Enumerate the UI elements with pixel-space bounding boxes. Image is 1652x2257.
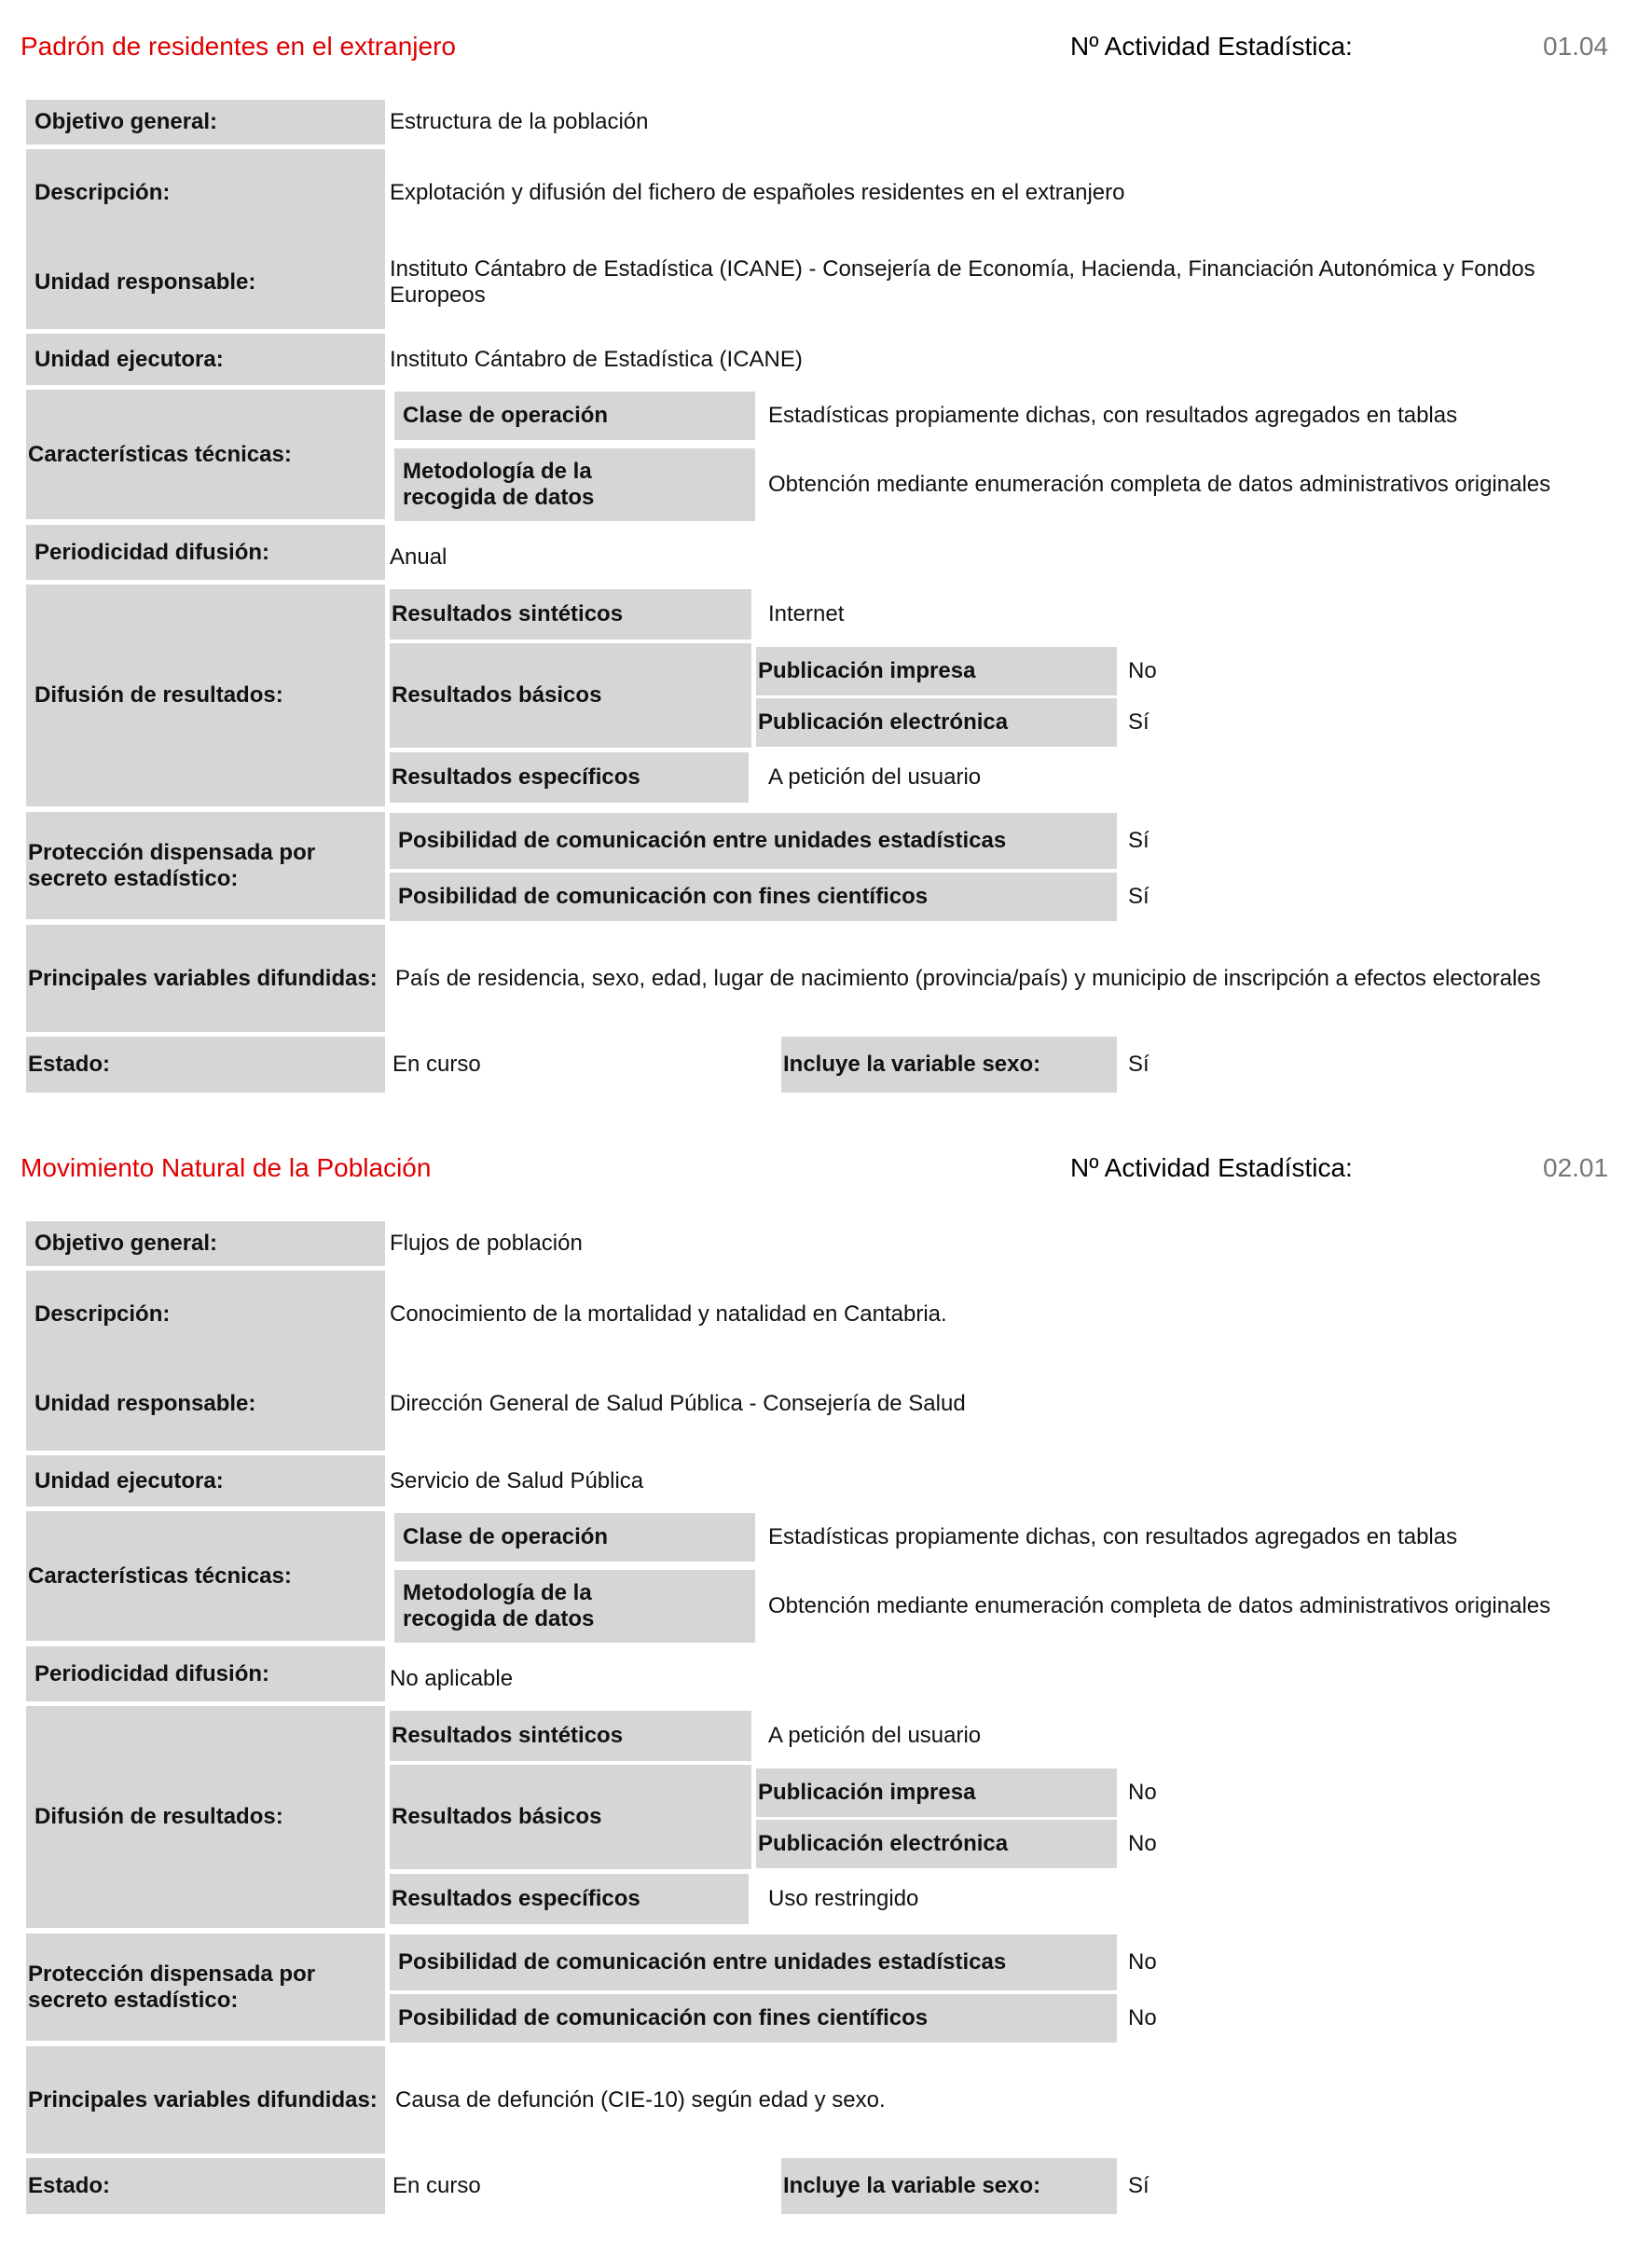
pub-electronica-value	[1128, 1820, 1315, 1868]
res-basicos-label	[390, 1765, 751, 1869]
unidad-ejecutora-value	[390, 334, 1602, 385]
variables-label-text: Principales variables difundidas:	[28, 2086, 378, 2112]
unidad-ejecutora-value-text: Instituto Cántabro de Estadística (ICANE)	[390, 346, 803, 372]
pub-electronica-label-text: Publicación electrónica	[758, 709, 1009, 735]
res-basicos-label	[390, 643, 751, 748]
descripcion-label	[26, 1271, 385, 1357]
variables-value-text: Causa de defunción (CIE-10) según edad y sexo.	[395, 2086, 886, 2112]
com-cientificos-label-text: Posibilidad de comunicación con fines científicos	[398, 2005, 929, 2030]
unidad-responsable-label-text: Unidad responsable:	[34, 1391, 256, 1416]
activity-number-value	[1543, 28, 1652, 65]
pub-impresa-label-text: Publicación impresa	[758, 1780, 976, 1805]
variables-value	[395, 925, 1635, 1032]
pub-impresa-value	[1128, 647, 1315, 695]
activity-number-value-text: 02.01	[1543, 1153, 1609, 1182]
periodicidad-label-text: Periodicidad difusión:	[34, 539, 270, 565]
pub-impresa-value-text: No	[1128, 658, 1157, 683]
com-unidades-value	[1128, 1934, 1315, 1990]
com-cientificos-label	[390, 1994, 1117, 2043]
activity-number-value	[1543, 1149, 1652, 1187]
incluye-sexo-value	[1128, 1037, 1315, 1093]
descripcion-value	[390, 1271, 1602, 1357]
res-especificos-label	[390, 1874, 749, 1924]
res-sinteticos-value-text: Internet	[768, 601, 845, 626]
incluye-sexo-value-text: Sí	[1128, 1052, 1150, 1077]
section-title	[21, 1149, 580, 1187]
com-unidades-label	[390, 813, 1117, 869]
metodologia-label-text: Metodología de la recogida de datos	[403, 1580, 595, 1631]
res-especificos-label-text: Resultados específicos	[392, 1886, 640, 1911]
com-unidades-label-text: Posibilidad de comunicación entre unidades estadísticas	[398, 828, 1007, 853]
pub-impresa-value	[1128, 1768, 1315, 1817]
descripcion-label-text: Descripción:	[34, 179, 171, 205]
res-especificos-label	[390, 752, 749, 803]
metodologia-label-text: Metodología de la recogida de datos	[403, 459, 595, 510]
unidad-ejecutora-label	[26, 334, 385, 385]
incluye-sexo-value-text: Sí	[1128, 2173, 1150, 2198]
difusion-label	[26, 585, 385, 806]
descripcion-label-text: Descripción:	[34, 1301, 171, 1327]
metodologia-value-text: Obtención mediante enumeración completa de datos administrativos originales	[768, 472, 1551, 497]
variables-label	[26, 925, 385, 1032]
periodicidad-value-text: No aplicable	[390, 1665, 514, 1691]
com-cientificos-label	[390, 873, 1117, 921]
unidad-responsable-label	[26, 1357, 385, 1451]
proteccion-label-text: Protección dispensada por secreto estadístico:	[28, 839, 316, 891]
pub-impresa-label-text: Publicación impresa	[758, 658, 976, 683]
caracteristicas-label	[26, 390, 385, 519]
res-sinteticos-label	[390, 589, 751, 640]
periodicidad-label	[26, 525, 385, 580]
estado-value	[392, 2158, 765, 2214]
unidad-responsable-value-text: Instituto Cántabro de Estadística (ICANE) - Consejería de Economía, Hacienda, Financiación Autonómica y Fondos Europeos	[390, 256, 1535, 308]
incluye-sexo-label	[781, 2158, 1117, 2214]
proteccion-label	[26, 812, 385, 919]
difusion-label-text: Difusión de resultados:	[34, 682, 283, 708]
variables-label-text: Principales variables difundidas:	[28, 965, 378, 991]
unidad-responsable-value	[390, 1357, 1602, 1451]
periodicidad-value	[390, 1651, 1042, 1706]
estado-value-text: En curso	[392, 1052, 481, 1077]
variables-value	[395, 2046, 1635, 2154]
variables-value-text: País de residencia, sexo, edad, lugar de nacimiento (provincia/país) y municipio de inscripción a efectos electorales	[395, 965, 1541, 991]
com-unidades-label-text: Posibilidad de comunicación entre unidades estadísticas	[398, 1949, 1007, 1975]
com-unidades-value-text: No	[1128, 1949, 1157, 1975]
pub-electronica-label-text: Publicación electrónica	[758, 1831, 1009, 1856]
estado-value	[392, 1037, 765, 1093]
variables-label	[26, 2046, 385, 2154]
clase-operacion-value	[768, 1513, 1645, 1562]
com-cientificos-value	[1128, 873, 1315, 921]
proteccion-label	[26, 1934, 385, 2041]
metodologia-value	[768, 448, 1645, 521]
com-cientificos-value-text: No	[1128, 2005, 1157, 2030]
activity-number-label-text: Nº Actividad Estadística:	[1070, 1153, 1353, 1182]
estado-label	[26, 2158, 385, 2214]
activity-number-label-text: Nº Actividad Estadística:	[1070, 32, 1353, 61]
incluye-sexo-value	[1128, 2158, 1315, 2214]
metodologia-label	[394, 1570, 755, 1643]
pub-electronica-value-text: Sí	[1128, 709, 1150, 735]
pub-impresa-label	[756, 647, 1117, 695]
unidad-responsable-label	[26, 236, 385, 329]
res-especificos-value	[768, 752, 1421, 803]
objetivo-value-text: Estructura de la población	[390, 109, 649, 134]
unidad-ejecutora-label	[26, 1455, 385, 1507]
res-especificos-value-text: Uso restringido	[768, 1886, 919, 1911]
objetivo-label	[26, 1221, 385, 1266]
res-especificos-label-text: Resultados específicos	[392, 764, 640, 790]
res-sinteticos-label-text: Resultados sintéticos	[392, 1723, 624, 1748]
section-title-text: Movimiento Natural de la Población	[21, 1153, 432, 1182]
activity-number-value-text: 01.04	[1543, 32, 1609, 61]
proteccion-label-text: Protección dispensada por secreto estadístico:	[28, 1961, 316, 2013]
periodicidad-label	[26, 1646, 385, 1701]
incluye-sexo-label	[781, 1037, 1117, 1093]
descripcion-value-text: Explotación y difusión del fichero de españoles residentes en el extranjero	[390, 179, 1125, 205]
objetivo-value-text: Flujos de población	[390, 1231, 583, 1256]
periodicidad-value-text: Anual	[390, 544, 447, 570]
incluye-sexo-label-text: Incluye la variable sexo:	[783, 1052, 1041, 1077]
unidad-ejecutora-value	[390, 1455, 1602, 1507]
res-especificos-value-text: A petición del usuario	[768, 764, 982, 790]
estado-label-text: Estado:	[28, 1052, 111, 1077]
unidad-responsable-label-text: Unidad responsable:	[34, 269, 256, 295]
periodicidad-label-text: Periodicidad difusión:	[34, 1660, 270, 1686]
clase-operacion-label-text: Clase de operación	[403, 1524, 609, 1549]
res-sinteticos-label	[390, 1711, 751, 1761]
com-unidades-value-text: Sí	[1128, 828, 1150, 853]
estado-label	[26, 1037, 385, 1093]
pub-electronica-value	[1128, 698, 1315, 747]
res-sinteticos-value	[768, 589, 1421, 640]
caracteristicas-label	[26, 1511, 385, 1641]
periodicidad-value	[390, 530, 1042, 585]
metodologia-value-text: Obtención mediante enumeración completa de datos administrativos originales	[768, 1593, 1551, 1618]
clase-operacion-label	[394, 392, 755, 440]
metodologia-label	[394, 448, 755, 521]
clase-operacion-label-text: Clase de operación	[403, 403, 609, 428]
difusion-label-text: Difusión de resultados:	[34, 1804, 283, 1829]
clase-operacion-label	[394, 1513, 755, 1562]
com-cientificos-value-text: Sí	[1128, 884, 1150, 909]
pub-electronica-value-text: No	[1128, 1831, 1157, 1856]
objetivo-label	[26, 100, 385, 145]
descripcion-label	[26, 149, 385, 236]
pub-impresa-value-text: No	[1128, 1780, 1157, 1805]
pub-electronica-label	[756, 1820, 1117, 1868]
objetivo-value	[390, 100, 1602, 145]
res-sinteticos-value	[768, 1711, 1421, 1761]
incluye-sexo-label-text: Incluye la variable sexo:	[783, 2173, 1041, 2198]
com-cientificos-value	[1128, 1994, 1315, 2043]
clase-operacion-value	[768, 392, 1645, 440]
res-especificos-value	[768, 1874, 1421, 1924]
estado-value-text: En curso	[392, 2173, 481, 2198]
res-basicos-label-text: Resultados básicos	[392, 682, 602, 708]
unidad-responsable-value-text: Dirección General de Salud Pública - Consejería de Salud	[390, 1391, 966, 1416]
objetivo-label-text: Objetivo general:	[34, 1231, 218, 1256]
caracteristicas-label-text: Características técnicas:	[28, 441, 292, 467]
res-sinteticos-value-text: A petición del usuario	[768, 1723, 982, 1748]
pub-electronica-label	[756, 698, 1117, 747]
res-sinteticos-label-text: Resultados sintéticos	[392, 601, 624, 626]
objetivo-value	[390, 1221, 1602, 1266]
activity-number-label	[1070, 1149, 1406, 1187]
section-title-text: Padrón de residentes en el extranjero	[21, 32, 456, 61]
descripcion-value	[390, 149, 1602, 236]
section-title	[21, 28, 580, 65]
com-cientificos-label-text: Posibilidad de comunicación con fines científicos	[398, 884, 929, 909]
clase-operacion-value-text: Estadísticas propiamente dichas, con resultados agregados en tablas	[768, 403, 1458, 428]
caracteristicas-label-text: Características técnicas:	[28, 1562, 292, 1589]
metodologia-value	[768, 1570, 1645, 1643]
unidad-responsable-value	[390, 236, 1602, 329]
activity-number-label	[1070, 28, 1406, 65]
unidad-ejecutora-label-text: Unidad ejecutora:	[34, 1467, 224, 1493]
clase-operacion-value-text: Estadísticas propiamente dichas, con resultados agregados en tablas	[768, 1524, 1458, 1549]
estado-label-text: Estado:	[28, 2173, 111, 2198]
unidad-ejecutora-label-text: Unidad ejecutora:	[34, 346, 224, 372]
res-basicos-label-text: Resultados básicos	[392, 1804, 602, 1829]
objetivo-label-text: Objetivo general:	[34, 109, 218, 134]
pub-impresa-label	[756, 1768, 1117, 1817]
com-unidades-label	[390, 1934, 1117, 1990]
unidad-ejecutora-value-text: Servicio de Salud Pública	[390, 1467, 644, 1493]
descripcion-value-text: Conocimiento de la mortalidad y natalidad en Cantabria.	[390, 1301, 947, 1327]
difusion-label	[26, 1706, 385, 1928]
com-unidades-value	[1128, 813, 1315, 869]
